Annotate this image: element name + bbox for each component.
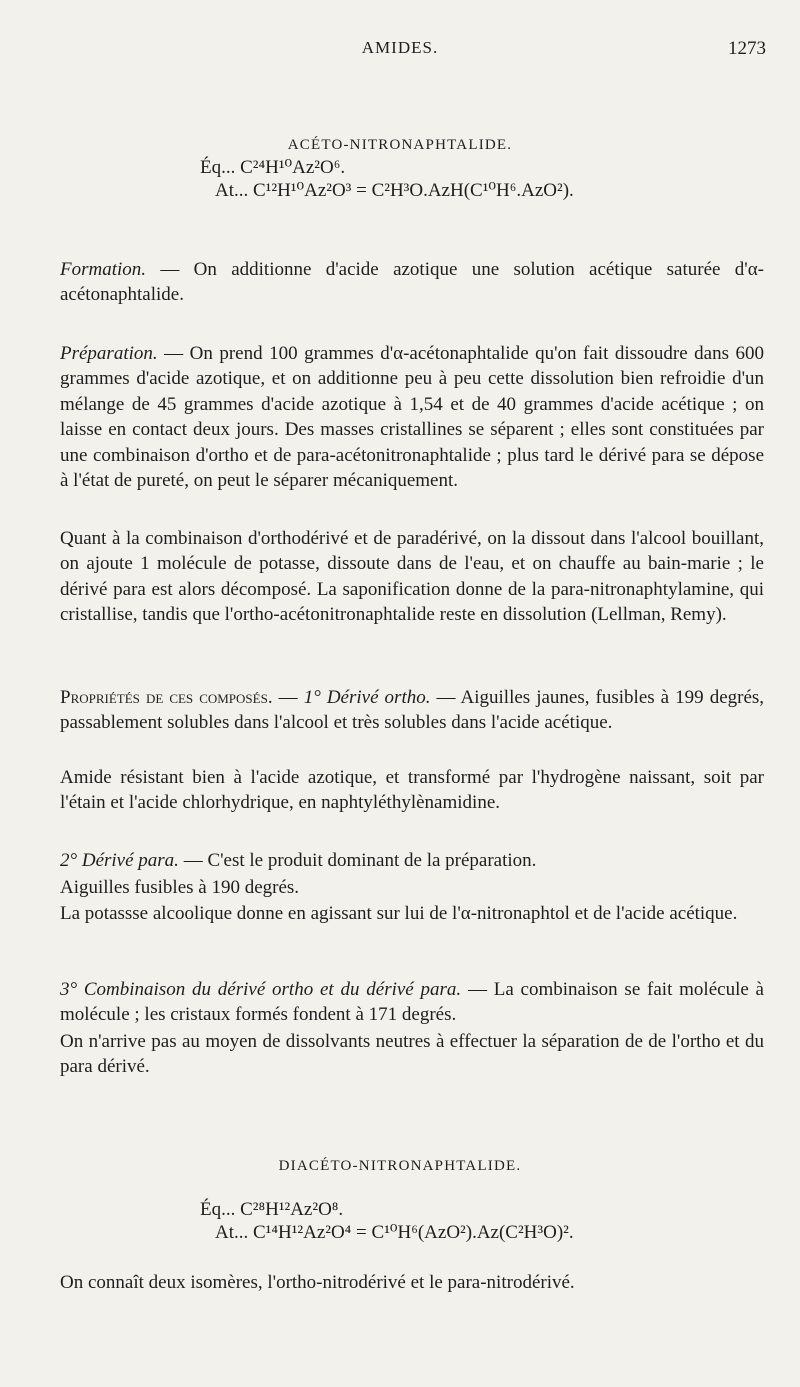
proprietes-label: Propriétés de ces composés. xyxy=(60,687,273,708)
quant-text: Quant à la combinaison d'orthodérivé et de paradérivé, on la dissout dans l'alcool bouillant, on ajoute 1 molécule de potasse, dissoute dans de l'eau, et on chauffe au bain-marie ; le dérivé para est alors décomposé. La saponification donne de la para-nitronaphtylamine, qui cristallise, tandis que l'ortho-acétonitronaphtalide reste en dissolution (Lellman, Remy). xyxy=(60,528,764,626)
paragraph-isomeres xyxy=(60,1270,764,1295)
potasse-text: La potassse alcoolique donne en agissant sur lui de l'α-nitronaphtol et de l'acide acétique. xyxy=(60,903,738,924)
paragraph-preparation xyxy=(60,341,764,493)
formation-text: — On additionne d'acide azotique une solution acétique saturée d'α-acétonaphtalide. xyxy=(60,259,764,306)
aiguilles-text: Aiguilles fusibles à 190 degrés. xyxy=(60,877,300,898)
derive-ortho-label: 1° Dérivé ortho. xyxy=(303,687,431,708)
formula-atomic-2: At... C¹⁴H¹²Az²O⁴ = C¹⁰H⁶(AzO²).Az(C²H³O)². xyxy=(215,1222,574,1243)
isomeres-text: On connaît deux isomères, l'ortho-nitrodérivé et le para-nitrodérivé. xyxy=(60,1272,575,1293)
paragraph-amide xyxy=(60,765,764,816)
separation-text: On n'arrive pas au moyen de dissolvants neutres à effectuer la séparation de de l'ortho et du para dérivé. xyxy=(60,1031,764,1078)
combinaison-label: 3° Combinaison du dérivé ortho et du dérivé para. xyxy=(60,979,462,1000)
formation-label: Formation. xyxy=(60,259,147,280)
paragraph-proprietes: Propriétés de ces composés. — 1° Dérivé ortho. — Aiguilles jaunes, fusibles à 199 degrés, passablement solubles dans l'alcool et très solubles dans l'acide acétique. xyxy=(60,687,765,734)
paragraph-formation xyxy=(60,257,764,308)
derive-para-text: — C'est le produit dominant de la préparation. xyxy=(178,850,537,871)
paragraph-separation xyxy=(60,1029,764,1080)
paragraph-aiguilles xyxy=(60,875,764,900)
derive-para-label: 2° Dérivé para. xyxy=(60,850,179,871)
formula-equivalent: Éq... C²⁴H¹⁰Az²O⁶. xyxy=(200,157,346,178)
amide-text: Amide résistant bien à l'acide azotique, et transformé par l'hydrogène naissant, soit par l'étain et l'acide chlorhydrique, en naphtyléthylènamidine. xyxy=(60,767,764,814)
paragraph-derive-para xyxy=(60,848,764,873)
section-title-diaceto-nitronaphtalide: DIACÉTO-NITRONAPHTALIDE. xyxy=(278,1158,522,1174)
page-number: 1273 xyxy=(728,38,766,59)
paragraph-combinaison xyxy=(60,977,764,1028)
paragraph-quant xyxy=(60,526,764,628)
section-title-aceto-nitronaphtalide: ACÉTO-NITRONAPHTALIDE. xyxy=(287,137,513,153)
running-title: AMIDES. xyxy=(361,38,439,57)
preparation-text: — On prend 100 grammes d'α-acétonaphtalide qu'on fait dissoudre dans 600 grammes d'acide azotique, et on additionne peu à peu cette dissolution bien refroidie d'un mélange de 45 grammes d'acide azotique à 1,54 et de 40 grammes d'acide acétique ; on laisse en contact deux jours. Des masses cristallines se séparent ; elles sont constituées par une combinaison d'ortho et de para-acétonitronaphtalide ; plus tard le dérivé para se dépose à l'état de pureté, on peut le séparer mécaniquement. xyxy=(60,343,764,492)
derive-ortho-text: — Aiguilles jaunes, fusibles à 199 degrés, passablement solubles dans l'alcool et très solubles dans l'acide acétique. xyxy=(60,687,765,734)
preparation-label: Préparation. xyxy=(60,343,158,364)
formula-equivalent-2: Éq... C²⁸H¹²Az²O⁸. xyxy=(200,1199,344,1220)
paragraph-potasse xyxy=(60,901,764,926)
combinaison-text: — La combinaison se fait molécule à molécule ; les cristaux formés fondent à 171 degrés. xyxy=(60,979,764,1026)
formula-atomic: At... C¹²H¹⁰Az²O³ = C²H³O.AzH(C¹⁰H⁶.AzO²). xyxy=(215,180,574,201)
